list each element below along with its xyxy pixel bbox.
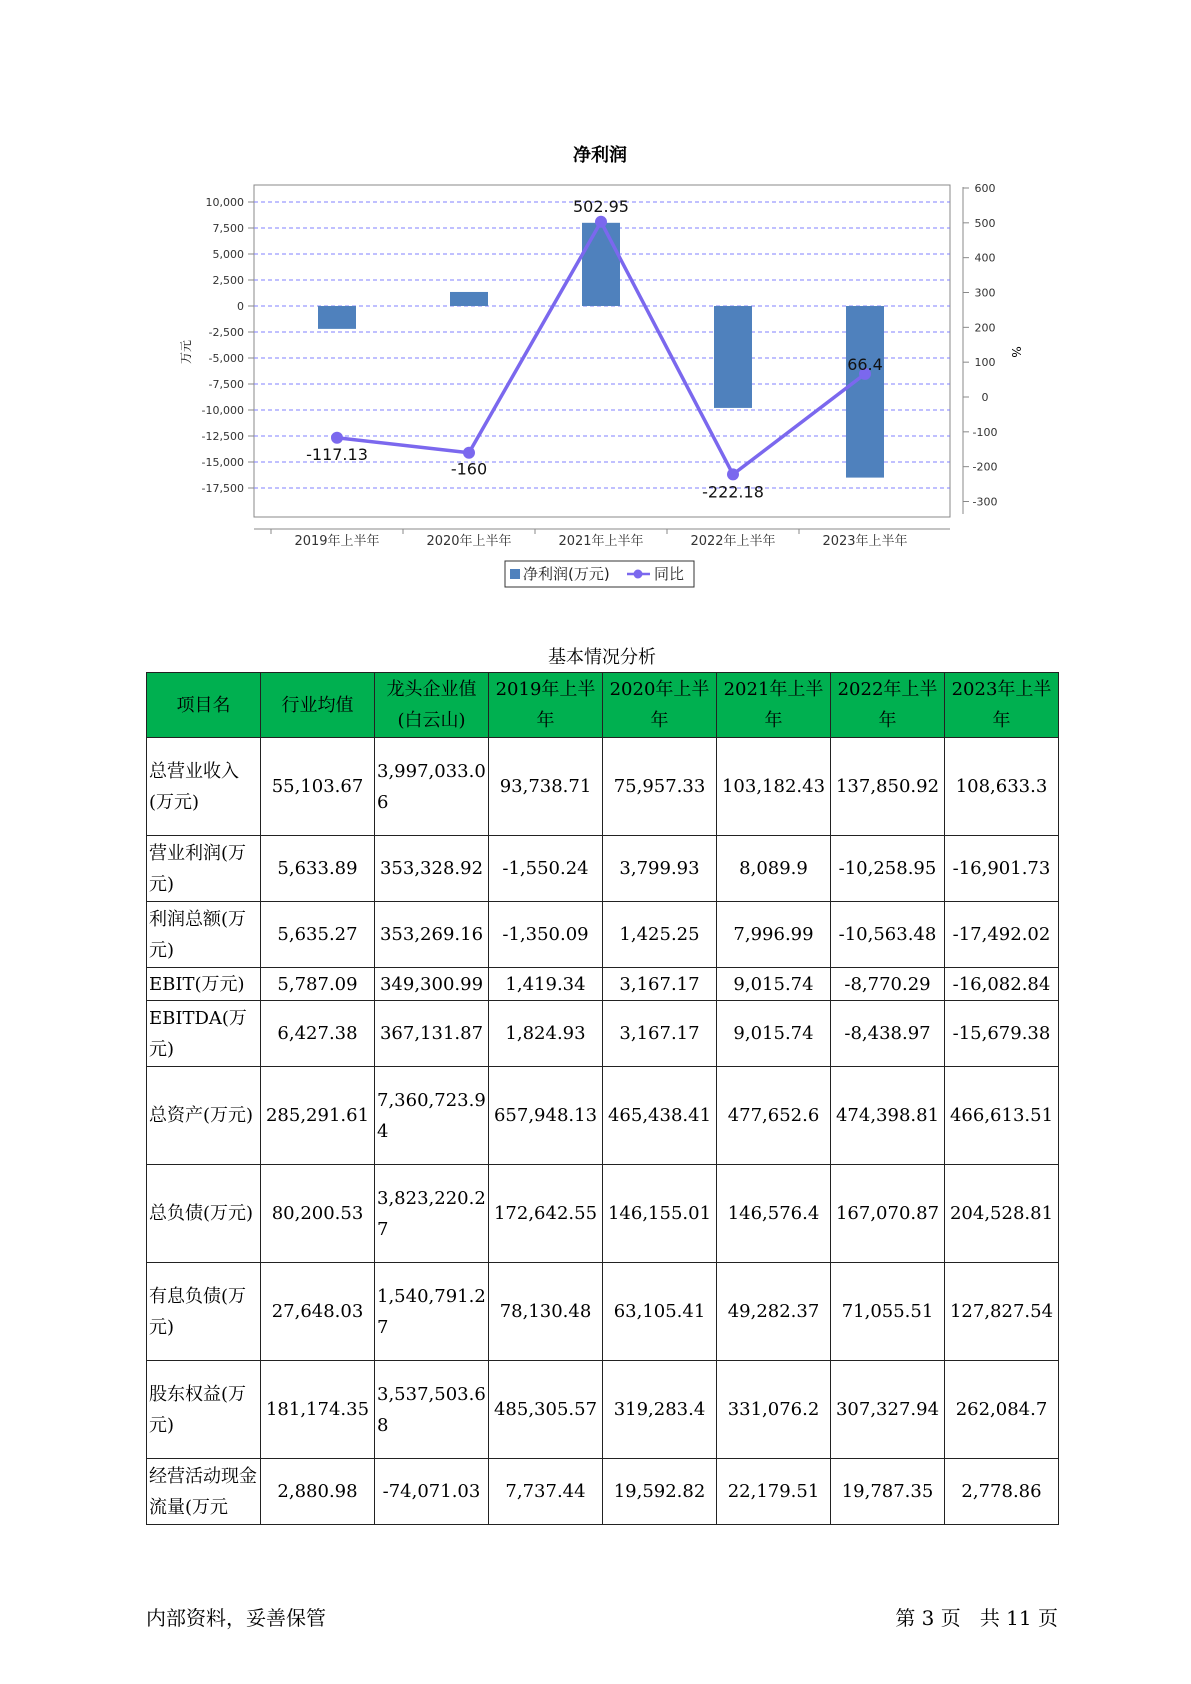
table-cell: 5,633.89	[261, 836, 375, 902]
row-label: 总营业收入(万元)	[147, 738, 261, 836]
table-cell: 146,576.4	[717, 1165, 831, 1263]
table-cell: 285,291.61	[261, 1067, 375, 1165]
bar-series	[318, 223, 884, 478]
column-header: 龙头企业值(白云山)	[375, 673, 489, 738]
table-cell: 19,787.35	[831, 1459, 945, 1525]
table-cell: 9,015.74	[717, 968, 831, 1001]
table-cell: 78,130.48	[489, 1263, 603, 1361]
row-label: 总资产(万元)	[147, 1067, 261, 1165]
table-cell: 3,537,503.68	[375, 1361, 489, 1459]
column-header: 2022年上半年	[831, 673, 945, 738]
table-cell: 108,633.3	[945, 738, 1059, 836]
table-cell: 319,283.4	[603, 1361, 717, 1459]
y2-tick-label: 500	[974, 216, 996, 230]
table-row	[147, 902, 1059, 968]
x-tick-label: 2019年上半年	[294, 534, 380, 549]
table-cell: 331,076.2	[717, 1361, 831, 1459]
table-cell: 485,305.57	[489, 1361, 603, 1459]
table-cell: 49,282.37	[717, 1263, 831, 1361]
table-row	[147, 1165, 1059, 1263]
legend-bar-label: 净利润(万元)	[523, 565, 610, 583]
table-cell: 7,996.99	[717, 902, 831, 968]
y2-tick-label: 600	[974, 182, 996, 195]
bar	[714, 306, 752, 408]
table-header-row	[147, 673, 1059, 738]
x-axis-ticks	[271, 529, 908, 549]
table-cell: -16,901.73	[945, 836, 1059, 902]
y-tick-label: 5,000	[212, 248, 244, 261]
y-axis-label: 万元	[179, 339, 193, 365]
table-cell: 27,648.03	[261, 1263, 375, 1361]
table-cell: 2,880.98	[261, 1459, 375, 1525]
y2-tick-label: 300	[974, 286, 996, 300]
table-cell: 93,738.71	[489, 738, 603, 836]
table-cell: 7,360,723.94	[375, 1067, 489, 1165]
y-tick-label: -10,000	[201, 404, 244, 417]
basic-analysis-table	[146, 672, 1059, 1525]
y2-tick-label: -100	[972, 425, 998, 439]
column-header: 项目名	[147, 673, 261, 738]
table-cell: 3,167.17	[603, 1001, 717, 1067]
table-cell: 127,827.54	[945, 1263, 1059, 1361]
y-tick-label: 10,000	[205, 196, 244, 209]
table-cell: 80,200.53	[261, 1165, 375, 1263]
table-caption: 基本情况分析	[548, 647, 656, 668]
footer-confidential: 内部资料，妥善保管	[146, 1606, 326, 1630]
table-row	[147, 1067, 1059, 1165]
y-tick-label: 0	[237, 300, 244, 313]
table-cell: 8,089.9	[717, 836, 831, 902]
table-cell: -17,492.02	[945, 902, 1059, 968]
table-cell: 353,328.92	[375, 836, 489, 902]
y-tick-label: -17,500	[201, 482, 244, 495]
y-tick-label: 2,500	[212, 274, 244, 287]
row-label: EBIT(万元)	[147, 968, 261, 1001]
table-cell: 1,824.93	[489, 1001, 603, 1067]
table-cell: -74,071.03	[375, 1459, 489, 1525]
column-header: 行业均值	[261, 673, 375, 738]
y-tick-label: 7,500	[212, 222, 244, 235]
data-label: 502.95	[573, 196, 629, 216]
legend	[505, 561, 694, 587]
table-cell: 3,799.93	[603, 836, 717, 902]
table-cell: 465,438.41	[603, 1067, 717, 1165]
y2-axis-label: %	[1009, 346, 1023, 358]
table-cell: 204,528.81	[945, 1165, 1059, 1263]
table-row	[147, 1001, 1059, 1067]
table-row	[147, 836, 1059, 902]
table-cell: -1,550.24	[489, 836, 603, 902]
table-cell: 103,182.43	[717, 738, 831, 836]
line-point	[331, 432, 343, 444]
bar	[450, 292, 488, 306]
table-cell: -10,563.48	[831, 902, 945, 968]
x-tick-label: 2021年上半年	[558, 534, 644, 549]
table-cell: 63,105.41	[603, 1263, 717, 1361]
table-cell: 5,787.09	[261, 968, 375, 1001]
column-header: 2021年上半年	[717, 673, 831, 738]
table-row	[147, 1263, 1059, 1361]
table-row	[147, 1459, 1059, 1525]
table-cell: 1,425.25	[603, 902, 717, 968]
data-label: -117.13	[306, 444, 368, 464]
table-cell: 367,131.87	[375, 1001, 489, 1067]
data-label: 66.4	[847, 354, 883, 374]
y-tick-label: -7,500	[208, 378, 244, 391]
table-cell: 474,398.81	[831, 1067, 945, 1165]
right-axis-ticks	[963, 182, 997, 509]
chart-title: 净利润	[573, 145, 627, 166]
x-tick-label: 2020年上半年	[426, 534, 512, 549]
table-cell: -8,770.29	[831, 968, 945, 1001]
table-cell: -16,082.84	[945, 968, 1059, 1001]
legend-bar-swatch	[510, 569, 520, 579]
y2-tick-label: 200	[974, 321, 996, 335]
y-tick-label: -12,500	[201, 430, 244, 443]
footer-page-number: 第 3 页 共 11 页	[895, 1606, 1058, 1630]
table-cell: 55,103.67	[261, 738, 375, 836]
net-profit-chart	[0, 0, 1191, 600]
table-cell: 262,084.7	[945, 1361, 1059, 1459]
row-label: 有息负债(万元)	[147, 1263, 261, 1361]
y-tick-label: -2,500	[208, 326, 244, 339]
table-cell: 3,823,220.27	[375, 1165, 489, 1263]
table-cell: 22,179.51	[717, 1459, 831, 1525]
line-point	[727, 468, 739, 480]
column-header: 2023年上半年	[945, 673, 1059, 738]
row-label: 营业利润(万元)	[147, 836, 261, 902]
table-cell: 146,155.01	[603, 1165, 717, 1263]
table-cell: 349,300.99	[375, 968, 489, 1001]
row-label: 经营活动现金流量(万元	[147, 1459, 261, 1525]
y2-tick-label: 100	[974, 356, 996, 370]
legend-line-label: 同比	[654, 565, 685, 583]
table-cell: -1,350.09	[489, 902, 603, 968]
table-cell: 477,652.6	[717, 1067, 831, 1165]
row-label: EBITDA(万元)	[147, 1001, 261, 1067]
table-row	[147, 738, 1059, 836]
table-cell: 5,635.27	[261, 902, 375, 968]
table-cell: 6,427.38	[261, 1001, 375, 1067]
column-header: 2020年上半年	[603, 673, 717, 738]
table-cell: -15,679.38	[945, 1001, 1059, 1067]
table-cell: 307,327.94	[831, 1361, 945, 1459]
line-point	[463, 447, 475, 459]
y-tick-label: -5,000	[208, 352, 244, 365]
table-cell: 181,174.35	[261, 1361, 375, 1459]
bar	[318, 306, 356, 329]
table-cell: -8,438.97	[831, 1001, 945, 1067]
table-row	[147, 1361, 1059, 1459]
x-tick-label: 2022年上半年	[690, 534, 776, 549]
x-tick-label: 2023年上半年	[822, 534, 908, 549]
table-cell: 3,997,033.06	[375, 738, 489, 836]
data-label: -160	[450, 459, 488, 479]
y2-tick-label: 0	[981, 391, 989, 404]
table-cell: 167,070.87	[831, 1165, 945, 1263]
y2-tick-label: -300	[972, 495, 998, 509]
table-cell: 3,167.17	[603, 968, 717, 1001]
table-cell: 353,269.16	[375, 902, 489, 968]
column-header: 2019年上半年	[489, 673, 603, 738]
row-label: 利润总额(万元)	[147, 902, 261, 968]
bar	[582, 223, 620, 306]
y-tick-label: -15,000	[201, 456, 244, 469]
table-cell: 466,613.51	[945, 1067, 1059, 1165]
table-body	[147, 738, 1059, 1525]
row-label: 股东权益(万元)	[147, 1361, 261, 1459]
table-cell: -10,258.95	[831, 836, 945, 902]
left-axis-ticks	[202, 196, 254, 495]
y2-tick-label: 400	[974, 251, 996, 265]
table-cell: 19,592.82	[603, 1459, 717, 1525]
table-row	[147, 968, 1059, 1001]
table-cell: 137,850.92	[831, 738, 945, 836]
table-cell: 172,642.55	[489, 1165, 603, 1263]
row-label: 总负债(万元)	[147, 1165, 261, 1263]
legend-line-marker	[634, 570, 643, 579]
table-cell: 2,778.86	[945, 1459, 1059, 1525]
table-cell: 1,419.34	[489, 968, 603, 1001]
data-label: -222.18	[702, 482, 764, 502]
table-cell: 71,055.51	[831, 1263, 945, 1361]
table-cell: 75,957.33	[603, 738, 717, 836]
line-point	[595, 216, 607, 228]
y2-tick-label: -200	[972, 460, 998, 474]
table-cell: 657,948.13	[489, 1067, 603, 1165]
table-cell: 7,737.44	[489, 1459, 603, 1525]
table-cell: 9,015.74	[717, 1001, 831, 1067]
bar	[846, 306, 884, 478]
table-cell: 1,540,791.27	[375, 1263, 489, 1361]
